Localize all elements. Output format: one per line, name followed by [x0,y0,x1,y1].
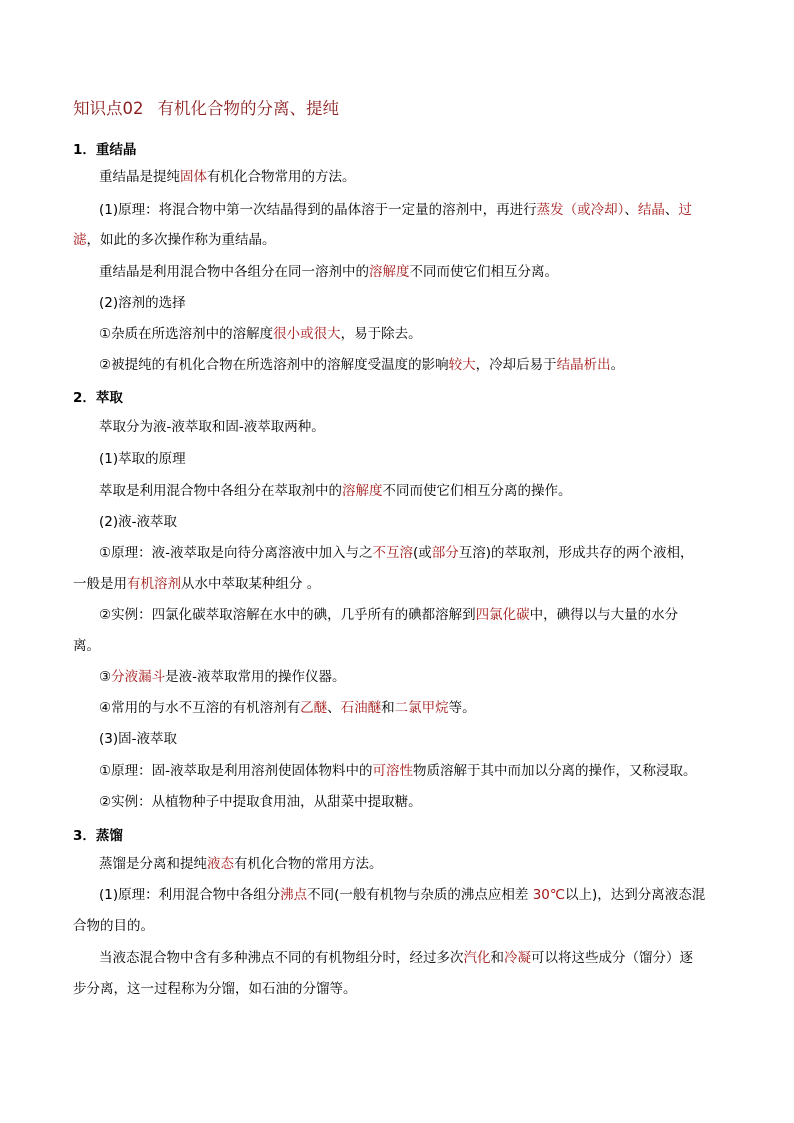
paragraph: ④常用的与水不互溶的有机溶剂有乙醚、石油醚和二氯甲烷等。 [99,700,476,716]
paragraph: 合物的目的。 [73,918,154,934]
title-code: 知识点02 [73,99,144,118]
section-heading-1: 1．重结晶 [73,142,137,158]
paragraph: ①原理：固-液萃取是利用溶剂使固体物料中的可溶性物质溶解于其中而加以分离的操作，又称浸取。 [99,763,697,779]
paragraph: ②实例：四氯化碳萃取溶解在水中的碘，几乎所有的碘都溶解到四氯化碳中，碘得以与大量的水分 [99,607,679,623]
paragraph: 离。 [73,638,100,654]
paragraph: 萃取分为液-液萃取和固-液萃取两种。 [99,419,325,435]
paragraph: (1)原理：利用混合物中各组分沸点不同(一般有机物与杂质的沸点应相差 30℃以上)，达到分离液态混 [99,887,706,903]
paragraph: (2)液-液萃取 [99,514,177,530]
paragraph: (3)固-液萃取 [99,731,177,747]
paragraph: ②实例：从植物种子中提取食用油，从甜菜中提取糖。 [99,794,422,810]
paragraph: ③分液漏斗是液-液萃取常用的操作仪器。 [99,669,346,685]
paragraph: (1)原理：将混合物中第一次结晶得到的晶体溶于一定量的溶剂中，再进行蒸发（或冷却）、结晶、过 [99,202,692,218]
paragraph: (1)萃取的原理 [99,451,186,467]
paragraph: 蒸馏是分离和提纯液态有机化合物的常用方法。 [99,856,383,872]
paragraph: 重结晶是利用混合物中各组分在同一溶剂中的溶解度不同而使它们相互分离。 [99,264,558,280]
section-heading-3: 3．蒸馏 [73,828,123,844]
paragraph: ②被提纯的有机化合物在所选溶剂中的溶解度受温度的影响较大，冷却后易于结晶析出。 [99,357,625,373]
paragraph: ①原理：液-液萃取是向待分离溶液中加入与之不互溶(或部分互溶)的萃取剂，形成共存的两个液相， [99,545,694,561]
paragraph: 萃取是利用混合物中各组分在萃取剂中的溶解度不同而使它们相互分离的操作。 [99,483,572,499]
paragraph: 重结晶是提纯固体有机化合物常用的方法。 [99,169,356,185]
paragraph: (2)溶剂的选择 [99,295,186,311]
title-text: 有机化合物的分离、提纯 [157,99,339,118]
paragraph: 滤，如此的多次操作称为重结晶。 [73,232,276,248]
page-title [73,95,339,119]
paragraph: ①杂质在所选溶剂中的溶解度很小或很大，易于除去。 [99,326,422,342]
paragraph: 一般是用有机溶剂从水中萃取某种组分 。 [73,576,321,592]
section-heading-2: 2．萃取 [73,390,123,406]
paragraph: 步分离，这一过程称为分馏，如石油的分馏等。 [73,981,357,997]
paragraph: 当液态混合物中含有多种沸点不同的有机物组分时，经过多次汽化和冷凝可以将这些成分（馏分）逐 [99,950,693,966]
